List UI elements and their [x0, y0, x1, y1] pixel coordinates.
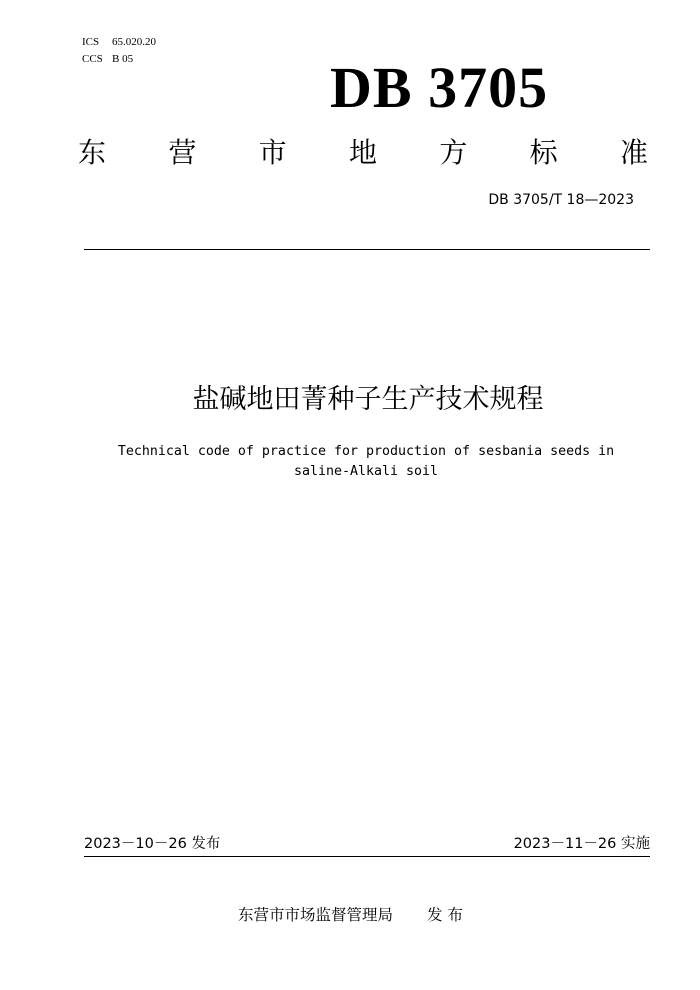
classification-codes: [82, 34, 156, 68]
standard-category-title: [78, 133, 648, 173]
category-char: 市: [258, 136, 287, 169]
issuer-action: 发 布: [427, 906, 463, 924]
standard-number: DB 3705/T 18—2023: [488, 192, 634, 208]
category-char: 准: [619, 136, 648, 169]
standard-code-large: DB 3705: [330, 55, 549, 120]
bottom-divider: [84, 856, 650, 857]
issuer-organization: 东营市市场监督管理局: [238, 906, 394, 924]
category-char: 营: [168, 136, 197, 169]
category-char: 东: [78, 136, 107, 169]
issue-date: 2023－10－26 发布: [84, 836, 221, 852]
category-char: 方: [439, 136, 468, 169]
issuing-authority: [238, 904, 463, 926]
ics-code: 65.020.20: [112, 36, 156, 48]
ics-label: ICS: [82, 36, 100, 48]
ics-row: [82, 34, 156, 51]
ccs-label: CCS: [82, 53, 103, 65]
category-char: 标: [529, 136, 558, 169]
ccs-code: B 05: [112, 53, 134, 65]
english-title-line: saline-Alkali soil: [293, 464, 439, 479]
document-title-chinese: 盐碱地田菁种子生产技术规程: [192, 384, 544, 415]
ccs-row: [82, 51, 156, 68]
document-title-english: [100, 442, 632, 482]
category-char: 地: [348, 136, 377, 169]
top-divider: [84, 249, 650, 250]
implementation-date: 2023－11－26 实施: [513, 836, 650, 852]
english-title-line: Technical code of practice for production of sesbania seeds in: [117, 444, 615, 459]
